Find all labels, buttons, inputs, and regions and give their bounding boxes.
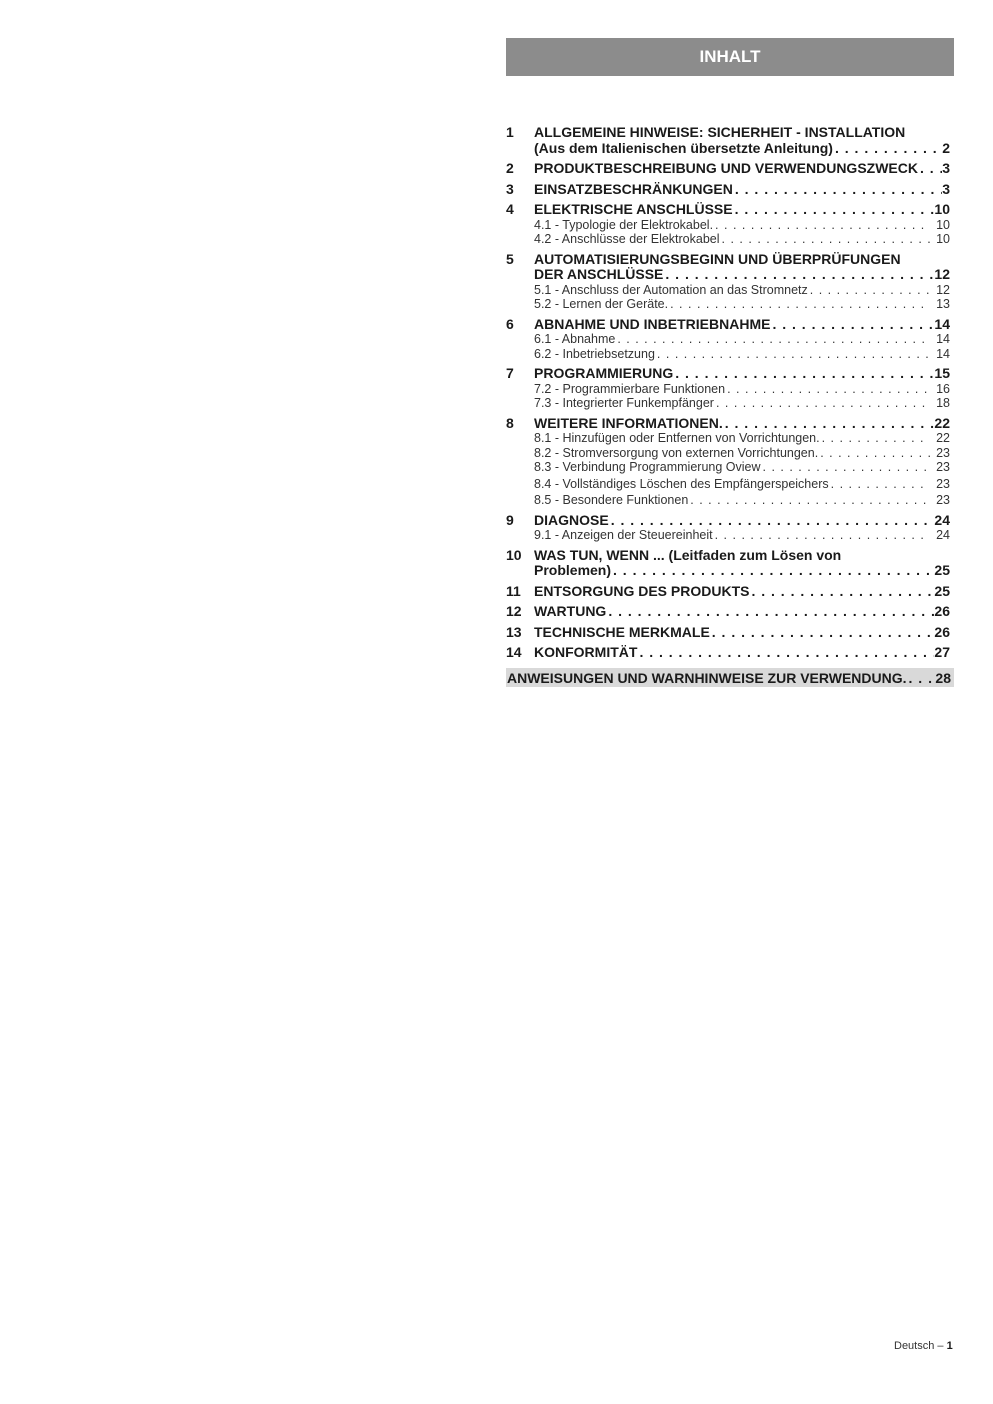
toc-subentry[interactable] xyxy=(506,396,950,411)
toc-entry-label: DER ANSCHLÜSSE xyxy=(534,266,664,282)
toc-entry-number: 1 xyxy=(506,124,514,140)
toc-entry-line xyxy=(506,161,950,177)
toc-entry-label: (Aus dem Italienischen übersetzte Anleitung) xyxy=(534,139,833,156)
toc-entry-line xyxy=(506,513,950,529)
toc-subentry-label: 8.2 - Stromversorgung von externen Vorrichtungen. xyxy=(534,445,819,460)
toc-subentry-label: 6.2 - Inbetriebsetzung xyxy=(534,346,655,361)
usage-instructions-entry[interactable] xyxy=(506,668,954,687)
dot-leader xyxy=(611,563,934,579)
toc-entry-line xyxy=(506,416,950,432)
dot-leader xyxy=(733,202,935,218)
dot-leader xyxy=(606,604,934,620)
toc-subentry-label: 5.2 - Lernen der Geräte. xyxy=(534,297,669,311)
toc-entry-number: 4 xyxy=(506,201,514,217)
toc-entry-label: PRODUKTBESCHREIBUNG UND VERWENDUNGSZWECK xyxy=(534,160,918,176)
toc-subentry[interactable] xyxy=(506,528,950,543)
toc-subentry[interactable] xyxy=(506,477,950,492)
toc-entry[interactable] xyxy=(506,416,950,508)
toc-entry-label: PROGRAMMIERUNG xyxy=(534,365,674,381)
toc-subentry-page: 10 xyxy=(936,232,950,246)
toc-entry-number: 13 xyxy=(506,623,522,640)
toc-subentry[interactable] xyxy=(506,431,950,446)
toc-entry-label: WAS TUN, WENN ... (Leitfaden zum Lösen von xyxy=(534,546,842,563)
toc-entry-line xyxy=(506,182,950,198)
dot-leader xyxy=(749,584,934,600)
footer-page-number: 1 xyxy=(946,1340,953,1352)
toc-entry[interactable] xyxy=(506,584,950,600)
toc-entry-line xyxy=(506,548,950,564)
toc-subentry[interactable] xyxy=(506,460,950,475)
toc-subentry-page: 14 xyxy=(936,346,950,361)
dot-leader xyxy=(663,267,934,283)
toc-entry-page: 26 xyxy=(934,623,950,640)
toc-subentry-label: 4.2 - Anschlüsse der Elektrokabel xyxy=(534,232,720,246)
toc-entry-line xyxy=(506,202,950,218)
toc-entry[interactable] xyxy=(506,252,950,312)
toc-subentry-label: 8.1 - Hinzufügen oder Entfernen von Vorrichtungen. xyxy=(534,431,820,445)
toc-subentry-label: 8.3 - Verbindung Programmierung Oview xyxy=(534,460,761,474)
toc-entry[interactable] xyxy=(506,161,950,177)
toc-entry[interactable] xyxy=(506,317,950,362)
toc-entry-page: 14 xyxy=(934,315,950,332)
toc-subentry-page: 18 xyxy=(936,396,950,410)
toc-entry-number: 6 xyxy=(506,315,514,332)
dot-leader xyxy=(720,232,930,247)
toc-subentry-page: 12 xyxy=(936,282,950,297)
toc-subentry[interactable] xyxy=(506,297,950,312)
toc-entry-line xyxy=(506,252,950,268)
toc-entry[interactable] xyxy=(506,182,950,198)
dot-leader xyxy=(761,460,930,475)
dot-leader xyxy=(808,283,930,298)
toc-entry-line xyxy=(506,625,950,641)
toc-entry-number: 12 xyxy=(506,603,522,619)
toc-subentry[interactable] xyxy=(506,347,950,362)
toc-entry-page: 12 xyxy=(934,266,950,282)
toc-subentry-page: 23 xyxy=(936,493,950,507)
toc-subentry[interactable] xyxy=(506,283,950,298)
toc-entry-number: 9 xyxy=(506,511,514,528)
usage-instructions-label: ANWEISUNGEN UND WARNHINWEISE ZUR VERWENDUNG. xyxy=(507,669,907,686)
dot-leader xyxy=(833,141,942,157)
toc-entry-number: 10 xyxy=(506,546,522,563)
dot-leader xyxy=(918,161,942,177)
toc-entry-page: 24 xyxy=(934,511,950,528)
toc-subentry-page: 22 xyxy=(936,431,950,445)
dot-leader xyxy=(713,528,930,543)
toc-subentry-page: 14 xyxy=(936,332,950,346)
toc-entry-label: DIAGNOSE xyxy=(534,511,609,528)
toc-subentry-label: 6.1 - Abnahme xyxy=(534,332,616,346)
toc-entry-label: WEITERE INFORMATIONEN. xyxy=(534,414,723,431)
dot-leader xyxy=(655,347,930,362)
dot-leader xyxy=(818,446,930,461)
toc-entry-label: ENTSORGUNG DES PRODUKTS xyxy=(534,582,750,599)
toc-entry[interactable] xyxy=(506,366,950,411)
toc-entry-number: 5 xyxy=(506,250,514,267)
toc-subentry-label: 5.1 - Anschluss der Automation an das Stromnetz xyxy=(534,282,808,297)
dot-leader xyxy=(733,182,942,198)
toc-subentry-page: 10 xyxy=(936,217,950,232)
toc-entry-line xyxy=(506,584,950,600)
toc-entry[interactable] xyxy=(506,625,950,641)
toc-subentry[interactable] xyxy=(506,232,950,247)
toc-entry-line xyxy=(506,604,950,620)
toc-entry-number: 8 xyxy=(506,414,514,431)
toc-entry[interactable] xyxy=(506,548,950,579)
toc-entry-page: 26 xyxy=(934,603,950,619)
page-footer xyxy=(894,1340,953,1352)
toc-entry-label: AUTOMATISIERUNGSBEGINN UND ÜBERPRÜFUNGEN xyxy=(534,250,901,267)
toc-entry-page: 25 xyxy=(934,582,950,599)
dot-leader xyxy=(609,513,935,529)
dot-leader xyxy=(714,396,930,411)
toc-entry-label: WARTUNG xyxy=(534,603,607,619)
toc-entry-page: 10 xyxy=(934,201,950,217)
toc-subentry-label: 8.5 - Besondere Funktionen xyxy=(534,493,689,507)
toc-entry-line xyxy=(506,125,950,141)
toc-subentry-page: 23 xyxy=(936,476,950,491)
toc-subentry-page: 16 xyxy=(936,381,950,396)
toc-subentry[interactable] xyxy=(506,446,950,461)
toc-entry[interactable] xyxy=(506,202,950,247)
toc-subentry-label: 7.3 - Integrierter Funkempfänger xyxy=(534,396,714,410)
toc-subentry[interactable] xyxy=(506,332,950,347)
dot-leader xyxy=(710,625,935,641)
toc-entry-page: 3 xyxy=(942,180,950,197)
toc-entry-line xyxy=(506,317,950,333)
toc-entry-number: 7 xyxy=(506,365,514,381)
dot-leader xyxy=(673,366,934,382)
toc-entry-page: 27 xyxy=(934,644,950,660)
toc-entry-line xyxy=(506,563,950,579)
dot-leader xyxy=(820,431,930,446)
toc-entry-line xyxy=(506,645,950,661)
toc-entry[interactable] xyxy=(506,645,950,661)
toc-entry[interactable] xyxy=(506,125,950,156)
toc-entry-page: 2 xyxy=(942,139,950,156)
toc-subentry-label: 8.4 - Vollständiges Löschen des Empfängerspeichers xyxy=(534,476,829,491)
dot-leader xyxy=(713,218,930,233)
dot-leader xyxy=(907,670,936,686)
toc-subentry[interactable] xyxy=(506,382,950,397)
dot-leader xyxy=(615,332,930,347)
toc-entry-label: TECHNISCHE MERKMALE xyxy=(534,623,710,640)
toc-title: INHALT xyxy=(699,47,761,66)
toc-entry-number: 14 xyxy=(506,644,522,660)
dot-leader xyxy=(770,317,934,333)
toc-entry-label: ALLGEMEINE HINWEISE: SICHERHEIT - INSTALLATION xyxy=(534,124,906,140)
toc-entry[interactable] xyxy=(506,604,950,620)
toc-subentry[interactable] xyxy=(506,218,950,233)
toc-entry-number: 2 xyxy=(506,160,514,176)
toc-entry-label: Problemen) xyxy=(534,562,612,578)
toc-entry-label: ELEKTRISCHE ANSCHLÜSSE xyxy=(534,201,733,217)
toc-entry-page: 3 xyxy=(942,160,950,176)
toc-title-bar xyxy=(506,38,954,76)
toc-entry-page: 22 xyxy=(934,414,950,431)
toc-subentry-page: 24 xyxy=(936,528,950,542)
dot-leader xyxy=(725,382,930,397)
toc-entry-number: 3 xyxy=(506,180,514,197)
toc-entry-page: 25 xyxy=(934,562,950,578)
dot-leader xyxy=(829,477,930,492)
toc-subentry-label: 7.2 - Programmierbare Funktionen xyxy=(534,381,726,396)
toc-entry-label: KONFORMITÄT xyxy=(534,644,638,660)
toc-subentry[interactable] xyxy=(506,493,950,508)
toc-subentry-label: 9.1 - Anzeigen der Steuereinheit xyxy=(534,528,713,542)
toc-entry-page: 15 xyxy=(934,365,950,381)
toc-subentry-page: 13 xyxy=(936,297,950,311)
toc-entry-line xyxy=(506,141,950,157)
toc-entry-line xyxy=(506,267,950,283)
dot-leader xyxy=(723,416,935,432)
dot-leader xyxy=(668,297,930,312)
toc-entry-label: ABNAHME UND INBETRIEBNAHME xyxy=(534,315,771,332)
dot-leader xyxy=(688,493,930,508)
dot-leader xyxy=(637,645,934,661)
toc-entry-label: EINSATZBESCHRÄNKUNGEN xyxy=(534,180,733,197)
toc-subentry-page: 23 xyxy=(936,460,950,474)
toc-subentry-label: 4.1 - Typologie der Elektrokabel. xyxy=(534,217,714,232)
toc-entry-line xyxy=(506,366,950,382)
toc-subentry-page: 23 xyxy=(936,445,950,460)
toc-entry-number: 11 xyxy=(506,582,521,599)
toc-entry[interactable] xyxy=(506,513,950,543)
usage-instructions-page: 28 xyxy=(935,669,951,686)
footer-language: Deutsch – xyxy=(894,1340,944,1352)
table-of-contents xyxy=(506,125,950,661)
